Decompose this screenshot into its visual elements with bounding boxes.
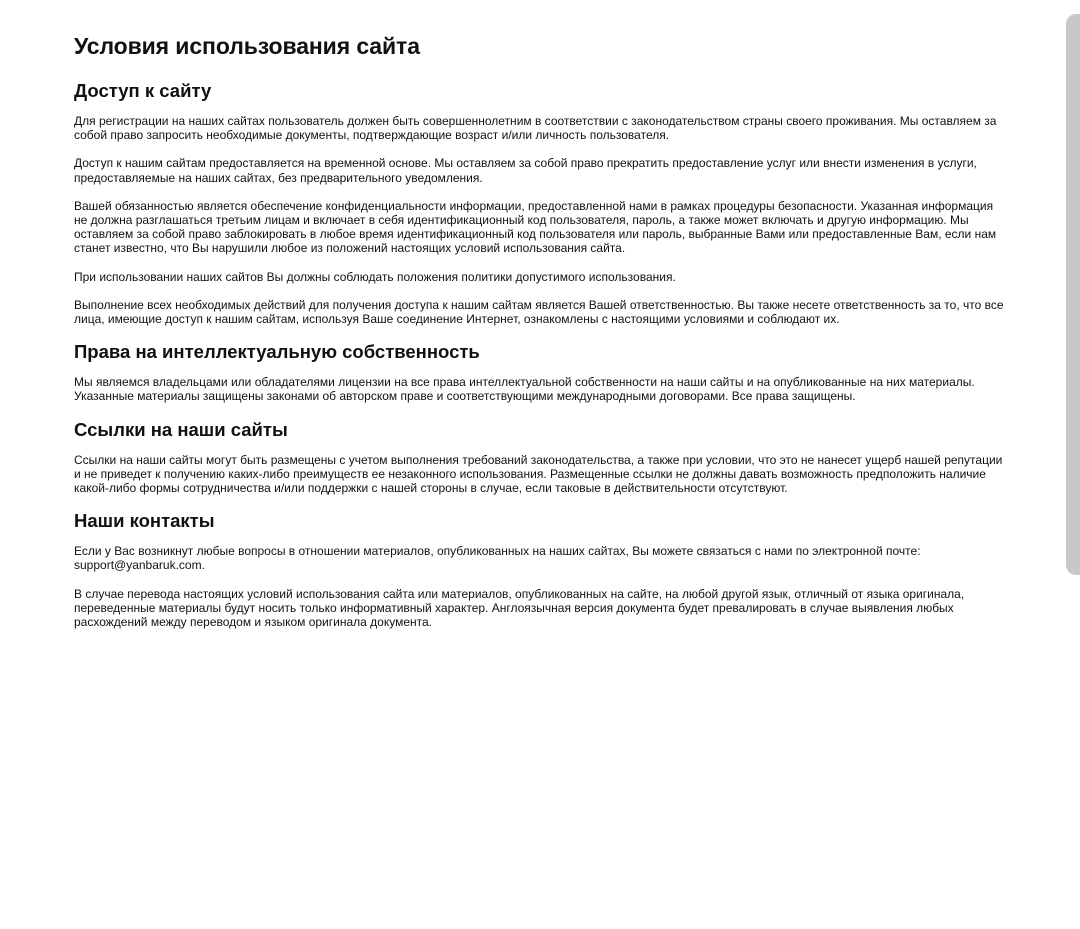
paragraph: В случае перевода настоящих условий использования сайта или материалов, опубликованных на сайте, на любой другой язык, отличный от языка оригинала, переведенные материалы будут носить только информативный характер. Англоязычная версия документа будет превалировать в случае выявления любых расхождений между переводом и языком оригинала документа. bbox=[74, 586, 965, 630]
paragraph: Вашей обязанностью является обеспечение конфиденциальности информации, предоставленной нами в рамках процедуры безопасности. Указанная информация не должна разглашаться третьим лицам и включает в себя идентификационный код пользователя, пароль, а также может включать и другую информацию. Мы оставляем за собой право заблокировать в любое время идентификационный код пользователя или пароль, выбранные Вами или предоставленные Вам, если нам станет известно, что Вы нарушили любое из положений настоящих условий использования сайта. bbox=[74, 198, 997, 256]
terms-content bbox=[74, 30, 1009, 643]
page-title: Условия использования сайта bbox=[74, 33, 420, 59]
section-contacts bbox=[74, 509, 1009, 629]
paragraph: Доступ к нашим сайтам предоставляется на временной основе. Мы оставляем за собой право прекратить предоставление услуг или внести изменения в услуги, предоставляемые на наших сайтах, без предварительного уведомления. bbox=[74, 156, 977, 185]
section-heading: Ссылки на наши сайты bbox=[74, 418, 288, 440]
paragraph: Выполнение всех необходимых действий для получения доступа к нашим сайтам является Вашей ответственностью. Вы также несете ответственность за то, что все лица, имеющие доступ к нашим сайтам, используя Ваше соединение Интернет, ознакомлены с настоящими условиями и соблюдают их. bbox=[74, 297, 1004, 327]
paragraph: При использовании наших сайтов Вы должны соблюдать положения политики допустимого использования. bbox=[74, 269, 676, 284]
paragraph: Для регистрации на наших сайтах пользователь должен быть совершеннолетним в соответствии с законодательством страны своего проживания. Мы оставляем за собой право запросить необходимые документы, подтверждающие возраст и/или личность пользователя. bbox=[74, 114, 997, 143]
section-site-access bbox=[74, 79, 1009, 326]
paragraph: Мы являемся владельцами или обладателями лицензии на все права интеллектуальной собственности на наши сайты и на опубликованные на них материалы. Указанные материалы защищены законами об авторском праве и соответствующими международными договорами. Все права защищены. bbox=[74, 375, 975, 404]
section-heading: Права на интеллектуальную собственность bbox=[74, 341, 480, 363]
scrollbar[interactable] bbox=[1066, 14, 1080, 575]
section-heading: Наши контакты bbox=[74, 510, 215, 532]
paragraph: Если у Вас возникнут любые вопросы в отношении материалов, опубликованных на наших сайтах, Вы можете связаться с нами по электронной почте: support@yanbaruk.com. bbox=[74, 544, 921, 573]
section-heading: Доступ к сайту bbox=[74, 80, 212, 101]
paragraph: Ссылки на наши сайты могут быть размещены с учетом выполнения требований законодательства, а также при условии, что это не нанесет ущерб нашей репутации и не приведет к получению каких-либо преимуществ ее незаконного использования. Размещенные ссылки не должны давать возможность предположить наличие какой-либо формы сотрудничества и/или поддержки с нашей стороны в случае, если таковые в действительности отсутствуют. bbox=[74, 452, 1003, 496]
section-intellectual-property bbox=[74, 340, 1009, 403]
section-links bbox=[74, 418, 1009, 496]
